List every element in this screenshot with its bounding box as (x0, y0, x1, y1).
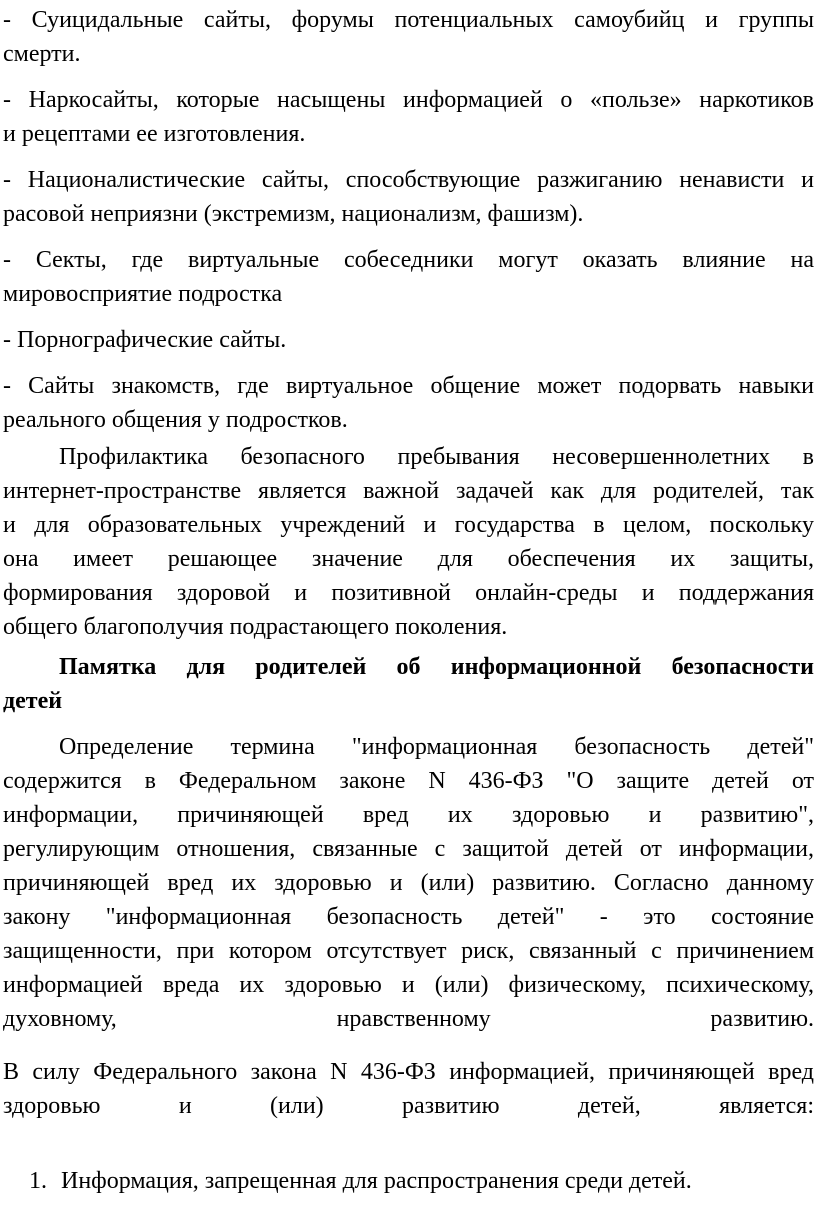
bullet-line-1: - Секты, где виртуальные собеседники могут оказать влияние на (3, 247, 814, 273)
heading-line-1: Памятка для родителей об информационной безопасности (59, 654, 814, 680)
bullet-line-2: реального общения у подростков. (3, 407, 348, 433)
bullet-list (3, 3, 814, 437)
paragraph-line: причиняющей вред их здоровью и (или) развитию. Согласно данному (3, 870, 814, 896)
bullet-item (3, 83, 814, 151)
list-item (3, 1164, 814, 1198)
prevention-paragraph (3, 440, 814, 644)
bullet-line-1: - Националистические сайты, способствующие разжиганию ненависти и (3, 167, 814, 193)
bullet-line-2: смерти. (3, 41, 81, 67)
bullet-item (3, 243, 814, 311)
bullet-item (3, 163, 814, 231)
paragraph-line: закону "информационная безопасность детей" - это состояние (3, 904, 814, 930)
bullet-line-1: - Наркосайты, которые насыщены информацией о «пользе» наркотиков (3, 87, 814, 113)
paragraph-line: Определение термина "информационная безопасность детей" (59, 734, 814, 760)
bullet-item (3, 323, 814, 357)
paragraph-line: здоровью и (или) развитию детей, является: (3, 1093, 814, 1119)
heading-line-2: детей (3, 688, 63, 714)
paragraph-line: духовному, нравственному развитию. (3, 1006, 814, 1032)
paragraph-line: интернет-пространстве является важной задачей как для родителей, так (3, 478, 814, 504)
paragraph-line: она имеет решающее значение для обеспечения их защиты, (3, 546, 814, 572)
list-number: 1. (29, 1168, 47, 1194)
bullet-line-1: - Порнографические сайты. (3, 327, 287, 353)
paragraph-line: содержится в Федеральном законе N 436-ФЗ "О защите детей от (3, 768, 814, 794)
paragraph-line: общего благополучия подрастающего поколения. (3, 614, 508, 640)
paragraph-line: Профилактика безопасного пребывания несовершеннолетних в (59, 444, 814, 470)
definition-paragraph (3, 730, 814, 1036)
paragraph-line: формирования здоровой и позитивной онлайн-среды и поддержания (3, 580, 814, 606)
list-text: Информация, запрещенная для распространения среди детей. (61, 1168, 692, 1194)
bullet-line-1: - Суицидальные сайты, форумы потенциальных самоубийц и группы (3, 7, 814, 33)
bullet-line-2: и рецептами ее изготовления. (3, 121, 306, 147)
paragraph-line: информацией вреда их здоровью и (или) физическому, психическому, (3, 972, 814, 998)
memo-heading (3, 650, 814, 718)
paragraph-line: защищенности, при котором отсутствует риск, связанный с причинением (3, 938, 814, 964)
bullet-line-1: - Сайты знакомств, где виртуальное общение может подорвать навыки (3, 373, 814, 399)
bullet-item (3, 369, 814, 437)
law-paragraph (3, 1055, 814, 1123)
bullet-line-2: мировосприятие подростка (3, 281, 283, 307)
bullet-item (3, 3, 814, 71)
paragraph-line: информации, причиняющей вред их здоровью и развитию", (3, 802, 814, 828)
paragraph-line: и для образовательных учреждений и государства в целом, поскольку (3, 512, 814, 538)
paragraph-line: В силу Федерального закона N 436-ФЗ информацией, причиняющей вред (3, 1059, 814, 1085)
paragraph-line: регулирующим отношения, связанные с защитой детей от информации, (3, 836, 814, 862)
numbered-list (3, 1164, 814, 1198)
bullet-line-2: расовой неприязни (экстремизм, национализм, фашизм). (3, 201, 584, 227)
